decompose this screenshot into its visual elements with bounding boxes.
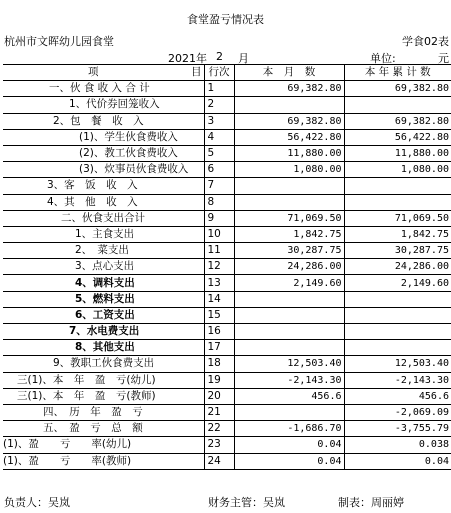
- table-row: [3, 210, 451, 226]
- row-item: 9、教职工伙食费支出: [3, 356, 204, 372]
- table-row: [3, 275, 451, 291]
- month-value: 2: [216, 50, 223, 63]
- row-number: 11: [204, 243, 234, 259]
- row-number: 17: [204, 340, 234, 356]
- header-item: 项 目: [3, 65, 204, 81]
- row-month-amount: 24,286.00: [234, 259, 344, 275]
- row-month-amount: 30,287.75: [234, 243, 344, 259]
- row-number: 19: [204, 372, 234, 388]
- row-month-amount: -2,143.30: [234, 372, 344, 388]
- row-year-amount: [344, 307, 451, 323]
- row-month-amount: 0.04: [234, 453, 344, 469]
- unit-name: 杭州市文晖幼儿园食堂: [4, 35, 114, 48]
- month-suffix: 月: [238, 52, 249, 65]
- row-item: (2)、教工伙食费收入: [3, 145, 204, 161]
- row-year-amount: -2,069.09: [344, 404, 451, 420]
- row-item: 三(1)、本 年 盈 亏(幼儿): [3, 372, 204, 388]
- row-year-amount: [344, 340, 451, 356]
- row-year-amount: -2,143.30: [344, 372, 451, 388]
- row-item: 7、水电费支出: [3, 324, 204, 340]
- row-number: 22: [204, 421, 234, 437]
- row-item: (1)、盈 亏 率(教师): [3, 453, 204, 469]
- row-number: 21: [204, 404, 234, 420]
- row-year-amount: [344, 97, 451, 113]
- table-row: [3, 259, 451, 275]
- row-number: 7: [204, 178, 234, 194]
- row-item: 3、客 饭 收 入: [3, 178, 204, 194]
- table-header-row: [3, 65, 451, 81]
- row-year-amount: 2,149.60: [344, 275, 451, 291]
- row-item: 8、其他支出: [3, 340, 204, 356]
- row-year-amount: 1,080.00: [344, 162, 451, 178]
- row-item: 四、 历 年 盈 亏: [3, 404, 204, 420]
- row-number: 3: [204, 113, 234, 129]
- row-item: 5、燃料支出: [3, 291, 204, 307]
- row-year-amount: [344, 324, 451, 340]
- row-number: 5: [204, 145, 234, 161]
- row-number: 18: [204, 356, 234, 372]
- row-number: 16: [204, 324, 234, 340]
- row-month-amount: [234, 307, 344, 323]
- table-row: [3, 404, 451, 420]
- row-number: 8: [204, 194, 234, 210]
- row-number: 2: [204, 97, 234, 113]
- row-month-amount: 456.6: [234, 388, 344, 404]
- row-month-amount: [234, 178, 344, 194]
- row-year-amount: [344, 291, 451, 307]
- footer-responsible: 负责人：吴岚: [4, 496, 70, 509]
- row-item: 4、调料支出: [3, 275, 204, 291]
- footer-preparer: 制表：周丽婷: [338, 496, 404, 509]
- row-month-amount: 69,382.80: [234, 113, 344, 129]
- row-item: 1、主食支出: [3, 226, 204, 242]
- row-number: 1: [204, 81, 234, 97]
- row-number: 20: [204, 388, 234, 404]
- row-item: (1)、盈 亏 率(幼儿): [3, 437, 204, 453]
- row-year-amount: 69,382.80: [344, 81, 451, 97]
- table-row: [3, 372, 451, 388]
- table-row: [3, 97, 451, 113]
- row-year-amount: 30,287.75: [344, 243, 451, 259]
- row-month-amount: 1,842.75: [234, 226, 344, 242]
- row-number: 6: [204, 162, 234, 178]
- form-code: 学食02表: [402, 35, 449, 48]
- table-row: [3, 243, 451, 259]
- unit-value: 元: [438, 52, 449, 65]
- row-year-amount: 11,880.00: [344, 145, 451, 161]
- table-row: [3, 178, 451, 194]
- row-month-amount: 11,880.00: [234, 145, 344, 161]
- table-row: [3, 388, 451, 404]
- row-item: 一、伙 食 收 入 合 计: [3, 81, 204, 97]
- row-month-amount: 71,069.50: [234, 210, 344, 226]
- table-row: [3, 113, 451, 129]
- row-item: 3、点心支出: [3, 259, 204, 275]
- row-item: 6、工资支出: [3, 307, 204, 323]
- row-month-amount: [234, 404, 344, 420]
- table-row: [3, 145, 451, 161]
- row-number: 4: [204, 129, 234, 145]
- table-row: [3, 307, 451, 323]
- row-number: 24: [204, 453, 234, 469]
- table-row: [3, 324, 451, 340]
- row-month-amount: [234, 194, 344, 210]
- row-item: 二、伙食支出合计: [3, 210, 204, 226]
- row-item: 2、 菜支出: [3, 243, 204, 259]
- row-item: (3)、炊事员伙食费收入: [3, 162, 204, 178]
- row-month-amount: 0.04: [234, 437, 344, 453]
- row-number: 10: [204, 226, 234, 242]
- row-month-amount: 1,080.00: [234, 162, 344, 178]
- table-row: [3, 81, 451, 97]
- row-year-amount: 456.6: [344, 388, 451, 404]
- row-item: 1、代价券回笼收入: [3, 97, 204, 113]
- table-row: [3, 226, 451, 242]
- row-number: 12: [204, 259, 234, 275]
- header-row-no: 行次: [204, 65, 234, 81]
- row-month-amount: 2,149.60: [234, 275, 344, 291]
- row-item: 三(1)、本 年 盈 亏(教师): [3, 388, 204, 404]
- unit-label: 单位:: [370, 52, 396, 65]
- table-row: [3, 194, 451, 210]
- year-label: 2021年: [168, 52, 207, 65]
- table-row: [3, 356, 451, 372]
- row-year-amount: 12,503.40: [344, 356, 451, 372]
- table-row: [3, 340, 451, 356]
- row-year-amount: 24,286.00: [344, 259, 451, 275]
- row-number: 15: [204, 307, 234, 323]
- row-number: 14: [204, 291, 234, 307]
- row-year-amount: 71,069.50: [344, 210, 451, 226]
- row-month-amount: [234, 340, 344, 356]
- row-year-amount: 0.04: [344, 453, 451, 469]
- row-year-amount: -3,755.79: [344, 421, 451, 437]
- row-month-amount: 12,503.40: [234, 356, 344, 372]
- row-number: 13: [204, 275, 234, 291]
- row-item: 五、 盈 亏 总 额: [3, 421, 204, 437]
- row-item: 2、包 餐 收 入: [3, 113, 204, 129]
- row-year-amount: [344, 194, 451, 210]
- row-number: 23: [204, 437, 234, 453]
- table-row: [3, 421, 451, 437]
- row-year-amount: 0.038: [344, 437, 451, 453]
- row-month-amount: [234, 97, 344, 113]
- table-row: [3, 162, 451, 178]
- row-item: 4、其 他 收 入: [3, 194, 204, 210]
- row-year-amount: 56,422.80: [344, 129, 451, 145]
- footer-finance: 财务主管：吴岚: [208, 496, 285, 509]
- row-month-amount: -1,686.70: [234, 421, 344, 437]
- profit-loss-table: [3, 64, 451, 470]
- table-row: [3, 437, 451, 453]
- table-row: [3, 291, 451, 307]
- header-month: 本 月 数: [234, 65, 344, 81]
- row-month-amount: [234, 324, 344, 340]
- table-row: [3, 129, 451, 145]
- row-year-amount: 1,842.75: [344, 226, 451, 242]
- row-year-amount: 69,382.80: [344, 113, 451, 129]
- row-number: 9: [204, 210, 234, 226]
- row-month-amount: 69,382.80: [234, 81, 344, 97]
- row-month-amount: [234, 291, 344, 307]
- row-item: (1)、学生伙食费收入: [3, 129, 204, 145]
- row-year-amount: [344, 178, 451, 194]
- table-row: [3, 453, 451, 469]
- report-title: 食堂盈亏情况表: [187, 13, 264, 26]
- row-month-amount: 56,422.80: [234, 129, 344, 145]
- header-year: 本 年 累 计 数: [344, 65, 451, 81]
